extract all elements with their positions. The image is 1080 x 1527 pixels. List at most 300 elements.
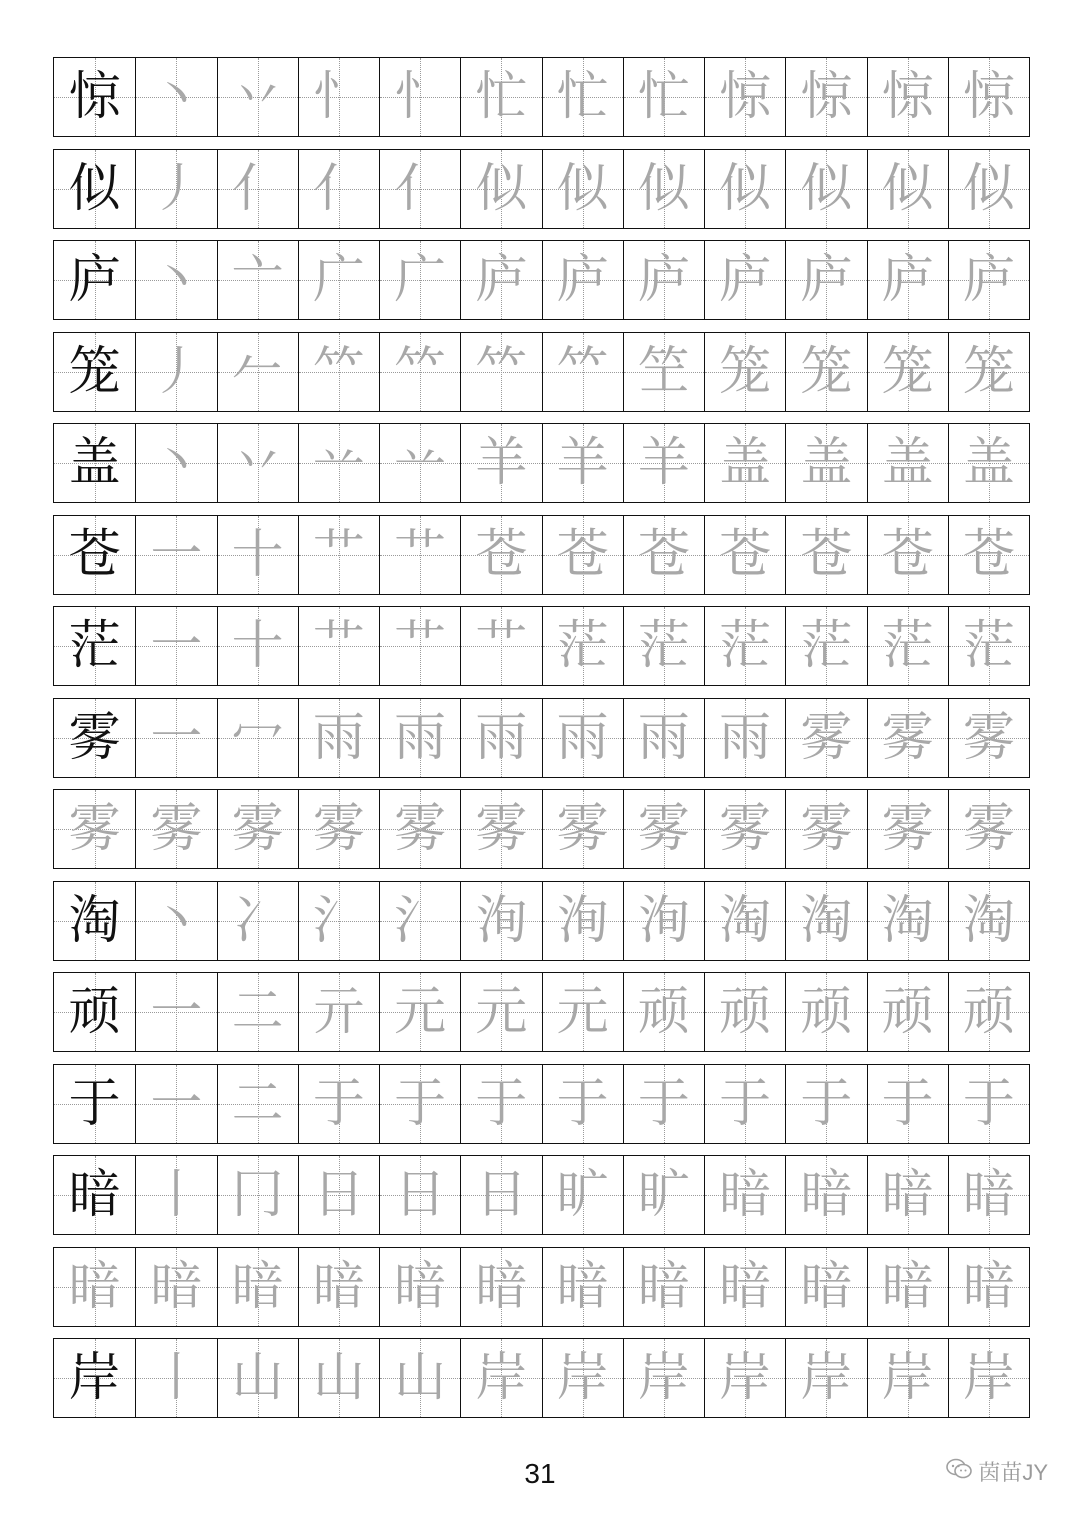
trace-character-cell [623,699,704,777]
trace-character: 艹 [475,616,528,676]
trace-character-cell [867,516,948,594]
trace-character-cell [460,699,541,777]
trace-character-cell [135,1248,216,1326]
trace-character: 雾 [312,799,365,859]
trace-character-cell [948,150,1029,228]
model-character: 苍 [68,524,121,585]
trace-character-cell [867,424,948,502]
trace-character: 于 [394,1073,447,1134]
trace-character-cell [542,1248,623,1326]
trace-character: 盖 [962,433,1015,493]
trace-character-cell [867,1248,948,1326]
trace-character: 雾 [881,799,934,859]
trace-character-cell [135,424,216,502]
trace-character: 艹 [312,524,365,585]
trace-character: 一 [150,616,203,676]
model-character: 顽 [68,982,121,1042]
trace-character: 似 [637,158,690,219]
trace-character: 雾 [881,707,934,768]
trace-character-cell [948,1339,1029,1417]
trace-character-cell [623,790,704,868]
practice-row [53,606,1030,686]
trace-character-cell [217,516,298,594]
trace-character-cell [298,1065,379,1143]
practice-row [53,972,1030,1052]
trace-character-cell [623,150,704,228]
trace-character-cell [704,333,785,411]
trace-character: 雾 [800,707,853,768]
trace-character-cell [217,58,298,136]
practice-row [53,515,1030,595]
model-character: 雾 [68,707,121,768]
trace-character: 雨 [312,707,365,768]
trace-character-cell [867,241,948,319]
model-character-cell [54,973,135,1051]
trace-character-cell [948,1156,1029,1234]
trace-character: 茫 [719,616,772,676]
trace-character-cell [298,58,379,136]
trace-character: 雾 [150,799,203,859]
trace-character: 盖 [800,433,853,493]
trace-character-cell [298,607,379,685]
trace-character: 于 [637,1073,690,1134]
trace-character: 忙 [556,67,609,127]
trace-character-cell [542,973,623,1051]
trace-character-cell [379,58,460,136]
trace-character: 笼 [881,341,934,402]
trace-character-cell [704,1339,785,1417]
trace-character: 丶 [150,67,203,127]
trace-character: 𥫗 [312,341,365,402]
trace-character-cell [379,882,460,960]
trace-character-cell [704,882,785,960]
model-character-cell [54,699,135,777]
trace-character-cell [704,516,785,594]
watermark-text: 茵苗JY [978,1460,1048,1485]
trace-character-cell [623,973,704,1051]
trace-character-cell [704,607,785,685]
trace-character-cell [460,241,541,319]
trace-character-cell [867,1339,948,1417]
trace-character-cell [704,58,785,136]
trace-character: 庐 [962,250,1015,310]
trace-character-cell [460,1156,541,1234]
model-character: 于 [68,1073,121,1134]
model-character-cell [54,241,135,319]
trace-character: 一 [150,524,203,585]
trace-character-cell [379,516,460,594]
trace-character: 暗 [881,1165,934,1225]
trace-character: 丷 [231,433,284,493]
trace-character: 亓 [312,982,365,1042]
trace-character-cell [542,1156,623,1234]
trace-character: 丶 [150,433,203,493]
trace-character-cell [785,973,866,1051]
trace-character: 盖 [881,433,934,493]
practice-row [53,240,1030,320]
trace-character: 忄 [394,67,447,127]
trace-character-cell [948,790,1029,868]
trace-character: 元 [556,982,609,1042]
trace-character: 一 [150,1073,203,1134]
trace-character: 日 [394,1165,447,1225]
trace-character: 丿 [150,158,203,219]
model-character-cell [54,1156,135,1234]
trace-character-cell [704,1248,785,1326]
trace-character: 雾 [231,799,284,859]
trace-character-cell [623,241,704,319]
trace-character: 二 [231,982,284,1042]
trace-character: 顽 [719,982,772,1042]
model-character: 淘 [68,890,121,951]
trace-character-cell [867,973,948,1051]
trace-character-cell [948,424,1029,502]
trace-character: 山 [231,1348,284,1408]
trace-character-cell [135,58,216,136]
trace-character: 元 [475,982,528,1042]
model-character-cell [54,424,135,502]
trace-character-cell [298,516,379,594]
trace-character-cell [542,1339,623,1417]
trace-character: 庐 [637,250,690,310]
trace-character: 氵 [394,890,447,951]
trace-character-cell [217,699,298,777]
trace-character-cell [948,58,1029,136]
trace-character-cell [379,424,460,502]
trace-character: 苍 [556,524,609,585]
trace-character-cell [785,1156,866,1234]
trace-character: 笼 [719,341,772,402]
trace-character-cell [460,516,541,594]
trace-character-cell [298,1156,379,1234]
trace-character: 岸 [800,1348,853,1408]
trace-character-cell [217,424,298,502]
trace-character: 广 [394,250,447,310]
trace-character-cell [948,516,1029,594]
trace-character: 雨 [475,707,528,768]
trace-character: 笼 [800,341,853,402]
trace-character: 岸 [556,1348,609,1408]
trace-character-cell [542,516,623,594]
trace-character-cell [867,882,948,960]
trace-character-cell [298,790,379,868]
model-character: 庐 [68,250,121,310]
practice-row [53,789,1030,869]
trace-character-cell [135,1156,216,1234]
trace-character-cell [217,1156,298,1234]
trace-character-cell [298,424,379,502]
trace-character-cell [867,699,948,777]
trace-character-cell [623,1248,704,1326]
trace-character-cell [867,333,948,411]
trace-character-cell [217,790,298,868]
trace-character: 暗 [962,1165,1015,1225]
trace-character: 淘 [719,890,772,951]
trace-character-cell [460,607,541,685]
practice-row [53,1064,1030,1144]
trace-character-cell [298,333,379,411]
trace-character-cell [623,333,704,411]
trace-character: 䒑 [394,433,447,493]
trace-character: 旷 [556,1165,609,1225]
trace-character-cell [135,241,216,319]
trace-character: 似 [556,158,609,219]
trace-character-cell [785,790,866,868]
watermark [946,1456,1048,1487]
trace-character-cell [298,150,379,228]
trace-character: 于 [475,1073,528,1134]
trace-character-cell [460,333,541,411]
trace-character: 山 [394,1348,447,1408]
trace-character-cell [785,58,866,136]
trace-character: 庐 [881,250,934,310]
trace-character: 惊 [800,67,853,127]
trace-character: 暗 [719,1165,772,1225]
trace-character: 于 [962,1073,1015,1134]
model-character-cell [54,150,135,228]
trace-character: 𥫗 [394,341,447,402]
trace-character: 庐 [719,250,772,310]
trace-character: 旷 [637,1165,690,1225]
trace-character: 雾 [394,799,447,859]
trace-character: 十 [231,616,284,676]
trace-character-cell [379,699,460,777]
trace-character: 苍 [475,524,528,585]
trace-character: 于 [556,1073,609,1134]
trace-character-cell [785,241,866,319]
trace-character: 暗 [231,1256,284,1317]
trace-character: 雾 [719,799,772,859]
trace-character-cell [785,699,866,777]
trace-character-cell [867,58,948,136]
trace-character: 丨 [150,1348,203,1408]
trace-character-cell [379,333,460,411]
trace-character-cell [785,1339,866,1417]
wechat-icon [946,1458,972,1486]
trace-character-cell [948,1065,1029,1143]
trace-character-cell [948,1248,1029,1326]
trace-character: 暗 [312,1256,365,1317]
page-number: 31 [524,1458,556,1489]
model-character-cell [54,607,135,685]
trace-character-cell [948,607,1029,685]
trace-character-cell [460,1248,541,1326]
trace-character-cell [379,150,460,228]
trace-character: 雾 [800,799,853,859]
model-character: 岸 [68,1348,121,1408]
trace-character: 于 [881,1073,934,1134]
trace-character-cell [54,1248,135,1326]
trace-character-cell [867,607,948,685]
model-character: 暗 [68,1165,121,1225]
trace-character: 十 [231,524,284,585]
trace-character: 暗 [68,1256,121,1317]
trace-character-cell [217,1065,298,1143]
trace-character: 雾 [962,707,1015,768]
trace-character-cell [542,241,623,319]
trace-character: 一 [150,707,203,768]
trace-character-cell [135,516,216,594]
trace-character: 盖 [719,433,772,493]
trace-character-cell [298,1248,379,1326]
trace-character-cell [217,607,298,685]
trace-character-cell [217,973,298,1051]
practice-row [53,332,1030,412]
trace-character-cell [542,333,623,411]
trace-character: 苍 [719,524,772,585]
practice-row [53,698,1030,778]
model-character-cell [54,333,135,411]
trace-character-cell [704,699,785,777]
trace-character-cell [867,1065,948,1143]
trace-character-cell [379,1156,460,1234]
trace-character: 岸 [881,1348,934,1408]
trace-character: 忄 [312,67,365,127]
practice-row [53,881,1030,961]
trace-character: 淘 [881,890,934,951]
trace-character-cell [623,424,704,502]
trace-character: 庐 [556,250,609,310]
trace-character-cell [948,333,1029,411]
trace-character: 暗 [962,1256,1015,1317]
trace-character-cell [623,1156,704,1234]
trace-character: 淘 [800,890,853,951]
trace-character-cell [460,1339,541,1417]
trace-character-cell [704,1156,785,1234]
trace-character: 雾 [68,799,121,859]
trace-character-cell [135,1065,216,1143]
trace-character-cell [542,1065,623,1143]
trace-character: 𥫗 [556,341,609,402]
trace-character: 茫 [637,616,690,676]
trace-character: 笁 [637,341,690,402]
trace-character: 亻 [231,158,284,219]
trace-character: 暗 [800,1256,853,1317]
trace-character-cell [298,699,379,777]
trace-character: 二 [231,1073,284,1134]
trace-character-cell [542,58,623,136]
trace-character: 元 [394,982,447,1042]
trace-character: 暗 [150,1256,203,1317]
trace-character-cell [298,882,379,960]
trace-character-cell [948,973,1029,1051]
trace-character-cell [785,607,866,685]
trace-character: 于 [800,1073,853,1134]
trace-character: 暗 [394,1256,447,1317]
trace-character-cell [379,1065,460,1143]
trace-character: 艹 [312,616,365,676]
trace-character-cell [623,516,704,594]
trace-character: 广 [312,250,365,310]
trace-character: 羊 [475,433,528,493]
practice-row [53,149,1030,229]
trace-character-cell [623,607,704,685]
trace-character-cell [379,241,460,319]
trace-character: 苍 [962,524,1015,585]
model-character-cell [54,1339,135,1417]
trace-character-cell [704,241,785,319]
trace-character-cell [217,241,298,319]
trace-character: 丷 [231,67,284,127]
trace-character: 惊 [962,67,1015,127]
trace-character-cell [298,241,379,319]
trace-character: 雨 [719,707,772,768]
trace-character: 艹 [394,524,447,585]
trace-character: 暗 [556,1256,609,1317]
trace-character: 茫 [800,616,853,676]
trace-character-cell [460,58,541,136]
trace-character-cell [460,790,541,868]
trace-character: 暗 [637,1256,690,1317]
trace-character: 雾 [962,799,1015,859]
trace-character: 顽 [800,982,853,1042]
trace-character: 𥫗 [475,341,528,402]
trace-character-cell [135,973,216,1051]
model-character: 惊 [68,67,121,127]
trace-character-cell [379,790,460,868]
trace-character-cell [460,973,541,1051]
trace-character: 暗 [475,1256,528,1317]
trace-character: 于 [312,1073,365,1134]
trace-character: 丨 [150,1165,203,1225]
trace-character: 茫 [962,616,1015,676]
trace-character: 似 [719,158,772,219]
trace-character: 山 [312,1348,365,1408]
trace-character-cell [135,607,216,685]
trace-character-cell [135,1339,216,1417]
trace-character: 日 [475,1165,528,1225]
trace-character: 于 [719,1073,772,1134]
trace-character: 似 [475,158,528,219]
trace-character-cell [298,973,379,1051]
trace-character-cell [135,882,216,960]
trace-character-cell [542,882,623,960]
trace-character-cell [542,424,623,502]
trace-character-cell [785,1248,866,1326]
trace-character: 惊 [881,67,934,127]
trace-character: 日 [312,1165,365,1225]
trace-character: 洵 [637,890,690,951]
trace-character: 庐 [800,250,853,310]
trace-character-cell [623,1065,704,1143]
trace-character-cell [542,790,623,868]
trace-character-cell [460,150,541,228]
trace-character-cell [623,1339,704,1417]
trace-character: 雨 [637,707,690,768]
trace-character-cell [867,150,948,228]
trace-character: 惊 [719,67,772,127]
trace-character: 雨 [394,707,447,768]
trace-character-cell [135,699,216,777]
trace-character: 羊 [637,433,690,493]
trace-character-cell [867,1156,948,1234]
trace-character: 似 [881,158,934,219]
trace-character: 雨 [556,707,609,768]
trace-character: 忙 [637,67,690,127]
trace-character-cell [704,790,785,868]
trace-character: 艹 [394,616,447,676]
trace-character: 羊 [556,433,609,493]
trace-character: 岸 [719,1348,772,1408]
trace-character: 丶 [150,250,203,310]
practice-row [53,57,1030,137]
trace-character: 岸 [637,1348,690,1408]
trace-character: 笼 [962,341,1015,402]
trace-character: 一 [150,982,203,1042]
trace-character: 淘 [962,890,1015,951]
trace-character: 氵 [312,890,365,951]
practice-row [53,1155,1030,1235]
